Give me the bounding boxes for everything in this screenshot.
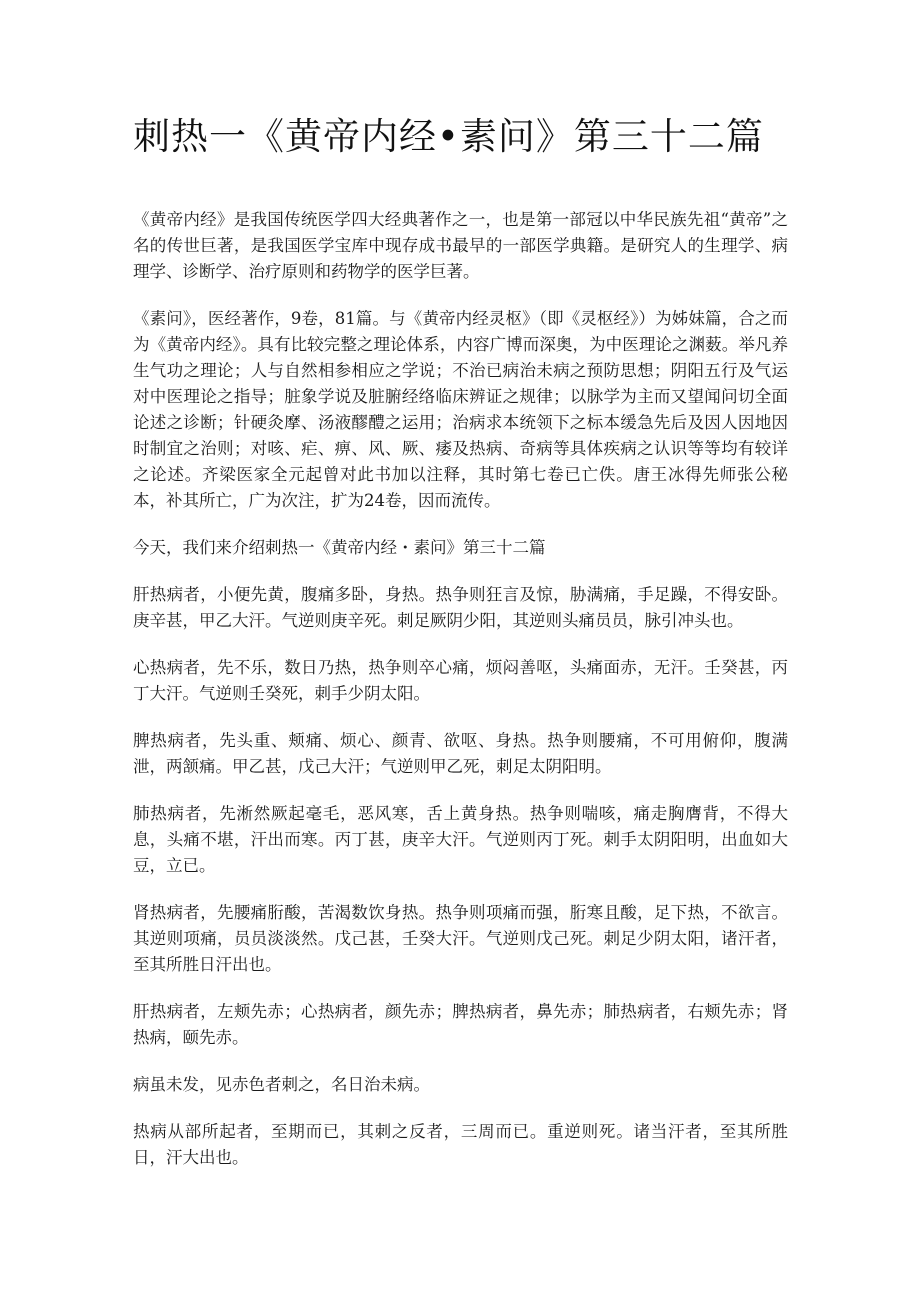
- document-title: 刺热一《黄帝内经•素问》第三十二篇: [133, 115, 764, 158]
- paragraph-liver: 肝热病者，小便先黄，腹痛多卧，身热。热争则狂言及惊，胁满痛，手足躁，不得安卧。庚辛甚，甲乙大汗。气逆则庚辛死。刺足厥阴少阳，其逆则头痛员员，脉引冲头也。: [133, 585, 788, 630]
- paragraph-intro-neijing: 《黄帝内经》是我国传统医学四大经典著作之一，也是第一部冠以中华民族先祖“黄帝”之名的传世巨著，是我国医学宝库中现存成书最早的一部医学典籍。是研究人的生理学、病理学、诊断学、治疗原则和药物学的医学巨著。: [133, 210, 788, 281]
- paragraph-intro-suwen: 《素问》，医经著作，9卷，81篇。与《黄帝内经灵枢》（即《灵枢经》）为姊妹篇，合之而为《黄帝内经》。具有比较完整之理论体系，内容广博而深奥，为中医理论之渊薮。举凡养生气功之理论；人与自然相参相应之学说；不治已病治未病之预防思想；阴阳五行及气运对中医理论之指导；脏象学说及脏腑经络临床辨证之规律；以脉学为主而又望闻问切全面论述之诊断；针硬灸摩、汤液醪醴之运用；治病求本统领下之标本缓急先后及因人因地因时制宜之治则；对咳、疟、痹、风、厥、痿及热病、奇病等具体疾病之认识等等均有较详之论述。齐梁医家全元起曾对此书加以注释，其时第七卷已亡佚。唐王冰得先师张公秘本，补其所亡，广为次注，扩为24卷，因而流传。: [133, 309, 788, 510]
- paragraph-face-colors: 肝热病者，左颊先赤；心热病者，颜先赤；脾热病者，鼻先赤；肺热病者，右颊先赤；肾热病，颐先赤。: [133, 1002, 788, 1047]
- paragraph-conclusion: 热病从部所起者，至期而已，其刺之反者，三周而已。重逆则死。诸当汗者，至其所胜日，汗大出也。: [133, 1122, 788, 1167]
- paragraph-heart: 心热病者，先不乐，数日乃热，热争则卒心痛，烦闷善呕，头痛面赤，无汗。壬癸甚，丙丁大汗。气逆则壬癸死，刺手少阴太阳。: [133, 658, 788, 703]
- paragraph-prevention: 病虽未发，见赤色者刺之，名日治未病。: [133, 1075, 430, 1094]
- paragraph-today: 今天，我们来介绍刺热一《黄帝内经・素问》第三十二篇: [133, 538, 546, 557]
- paragraph-kidney: 肾热病者，先腰痛胻酸，苦渴数饮身热。热争则项痛而强，胻寒且酸，足下热，不欲言。其逆则项痛，员员淡淡然。戊己甚，壬癸大汗。气逆则戊己死。刺足少阴太阳，诸汗者，至其所胜日汗出也。: [133, 903, 788, 974]
- paragraph-lung: 肺热病者，先淅然厥起毫毛，恶风寒，舌上黄身热。热争则喘咳，痛走胸膺背，不得大息，头痛不堪，汗出而寒。丙丁甚，庚辛大汗。气逆则丙丁死。刺手太阴阳明，出血如大豆，立已。: [133, 804, 788, 875]
- paragraph-spleen: 脾热病者，先头重、颊痛、烦心、颜青、欲呕、身热。热争则腰痛，不可用俯仰，腹满泄，两颔痛。甲乙甚，戊己大汗；气逆则甲乙死，刺足太阴阳明。: [133, 731, 788, 776]
- document-body: [133, 207, 788, 1192]
